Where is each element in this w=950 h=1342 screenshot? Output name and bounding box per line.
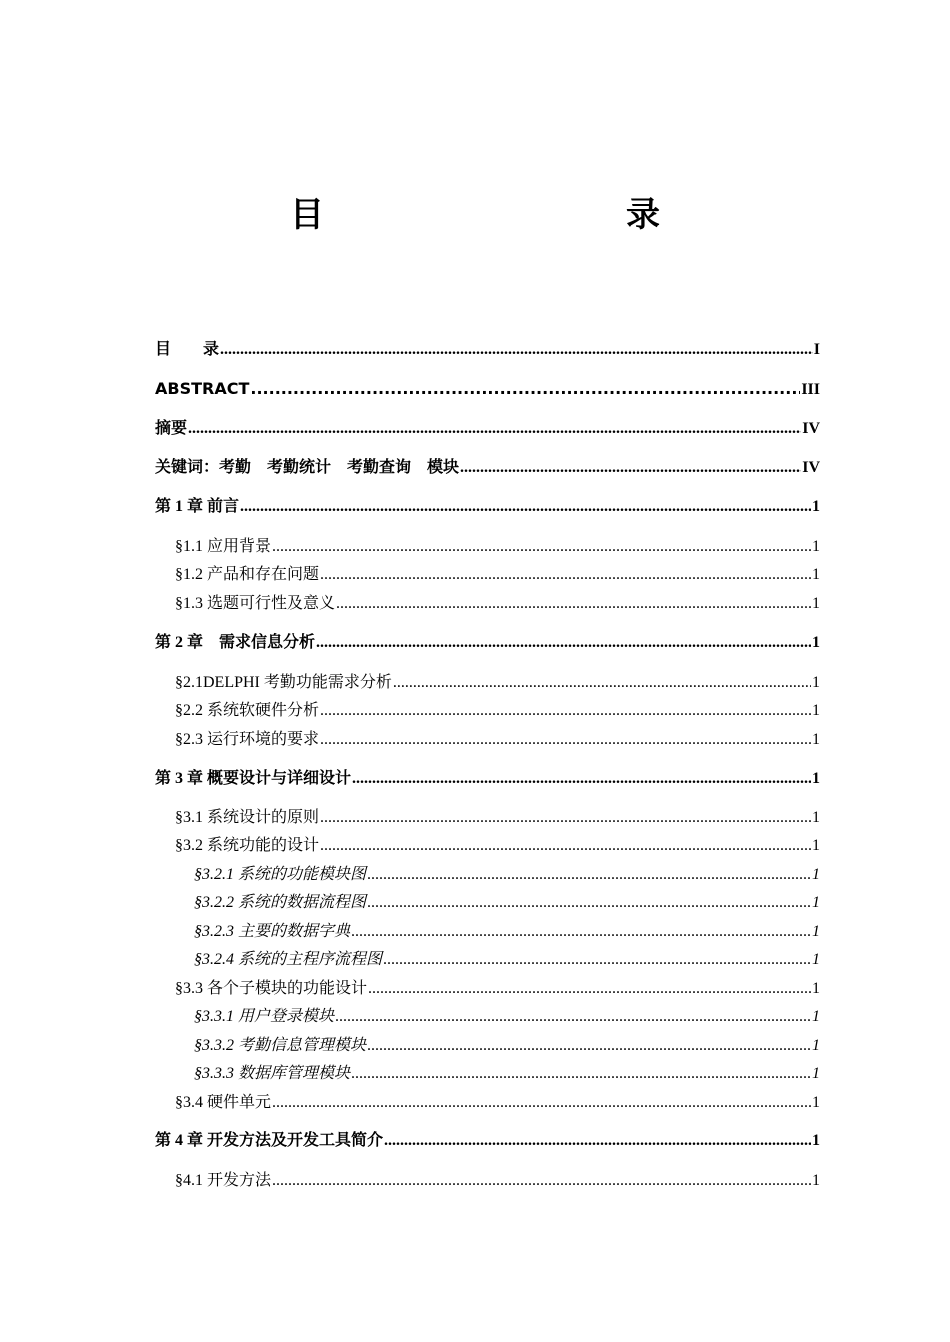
toc-entry[interactable]	[175, 729, 820, 751]
toc-page-number: 1	[812, 1008, 820, 1025]
toc-entry-title: 第 3 章 概要设计与详细设计	[155, 770, 352, 787]
toc-dot-leader	[320, 564, 811, 586]
toc-entry-title: §3.2.4 系统的主程序流程图	[194, 951, 383, 968]
toc-dot-leader	[320, 729, 811, 751]
toc-page-number: IV	[802, 420, 820, 437]
toc-dot-leader	[272, 1170, 811, 1192]
toc-entry[interactable]	[194, 1035, 820, 1057]
toc-entry[interactable]	[175, 536, 820, 558]
toc-dot-leader	[220, 339, 813, 361]
toc-entry-title: 第 1 章 前言	[155, 498, 240, 515]
toc-page-number: 1	[812, 595, 820, 612]
toc-entry[interactable]	[175, 700, 820, 722]
toc-page-number: 1	[812, 731, 820, 748]
toc-dot-leader	[367, 864, 811, 886]
toc-dot-leader	[351, 1063, 811, 1085]
toc-entry-title: ABSTRACT	[155, 379, 250, 398]
toc-entry-title: 摘要	[155, 420, 188, 437]
toc-dot-leader	[368, 978, 811, 1000]
toc-entry-title: §3.2.3 主要的数据字典	[194, 923, 351, 940]
toc-dot-leader	[336, 593, 811, 615]
toc-page-number: 1	[812, 894, 820, 911]
toc-dot-leader	[316, 632, 811, 654]
toc-page-number: 1	[812, 634, 820, 651]
toc-entry[interactable]	[175, 672, 820, 694]
toc-entry-title: 第 4 章 开发方法及开发工具简介	[155, 1132, 384, 1149]
toc-entry[interactable]	[175, 835, 820, 857]
toc-dot-leader	[352, 768, 811, 790]
toc-page-number: 1	[812, 1065, 820, 1082]
toc-dot-leader	[460, 457, 801, 479]
toc-entry[interactable]	[175, 978, 820, 1000]
toc-page-number: 1	[812, 837, 820, 854]
toc-page-number: 1	[812, 951, 820, 968]
toc-dot-leader	[250, 378, 800, 400]
toc-entry-title: §3.2 系统功能的设计	[175, 837, 320, 854]
toc-entry[interactable]	[155, 1130, 820, 1152]
toc-entry[interactable]	[175, 1092, 820, 1114]
toc-entry[interactable]	[155, 457, 820, 479]
toc-entry[interactable]	[155, 768, 820, 790]
toc-dot-leader	[272, 536, 811, 558]
toc-page-number: 1	[812, 538, 820, 555]
toc-entry[interactable]	[175, 1170, 820, 1192]
toc-entry[interactable]	[194, 1063, 820, 1085]
toc-entry-title: §1.1 应用背景	[175, 538, 272, 555]
toc-page-number: 1	[812, 1037, 820, 1054]
toc-dot-leader	[335, 1006, 811, 1028]
toc-entry[interactable]	[155, 378, 820, 400]
toc-page-number: 1	[812, 980, 820, 997]
toc-entry[interactable]	[194, 949, 820, 971]
toc-page-number: 1	[812, 770, 820, 787]
toc-page-number: 1	[812, 923, 820, 940]
toc-page-number: 1	[812, 566, 820, 583]
toc-dot-leader	[351, 921, 811, 943]
toc-dot-leader	[384, 1130, 811, 1152]
toc-dot-leader	[240, 496, 811, 518]
toc-entry[interactable]	[175, 564, 820, 586]
toc-entry[interactable]	[155, 632, 820, 654]
toc-page-number: 1	[812, 1172, 820, 1189]
toc-page-number: 1	[812, 809, 820, 826]
toc-entry-title: §3.3.3 数据库管理模块	[194, 1065, 351, 1082]
toc-entry-title: §4.1 开发方法	[175, 1172, 272, 1189]
toc-entry[interactable]	[155, 418, 820, 440]
toc-page-number: 1	[812, 1132, 820, 1149]
toc-dot-leader	[272, 1092, 811, 1114]
toc-entry-title: §1.2 产品和存在问题	[175, 566, 320, 583]
toc-page-number: III	[801, 381, 820, 398]
toc-dot-leader	[320, 807, 811, 829]
toc-dot-leader	[320, 700, 811, 722]
toc-entry[interactable]	[194, 892, 820, 914]
toc-dot-leader	[367, 1035, 811, 1057]
toc-dot-leader	[383, 949, 811, 971]
toc-entry-title: §2.3 运行环境的要求	[175, 731, 320, 748]
toc-entry[interactable]	[175, 593, 820, 615]
toc-entry[interactable]	[194, 864, 820, 886]
toc-entry[interactable]	[155, 496, 820, 518]
toc-dot-leader	[367, 892, 811, 914]
toc-entry-title: §2.1DELPHI 考勤功能需求分析	[175, 674, 392, 691]
toc-page-number: 1	[812, 866, 820, 883]
toc-entry-title: §3.4 硬件单元	[175, 1094, 272, 1111]
toc-entry-title: §3.1 系统设计的原则	[175, 809, 320, 826]
toc-entry-title: 目 录	[155, 341, 220, 358]
toc-entry-title: 关键词：考勤 考勤统计 考勤查询 模块	[155, 459, 460, 476]
toc-dot-leader	[320, 835, 811, 857]
toc-entry-title: 第 2 章 需求信息分析	[155, 634, 316, 651]
toc-entry-title: §3.2.2 系统的数据流程图	[194, 894, 367, 911]
toc-page-number: I	[813, 341, 820, 358]
toc-page-number: 1	[812, 1094, 820, 1111]
toc-page-number: IV	[802, 459, 820, 476]
toc-entry[interactable]	[155, 339, 820, 361]
toc-entry-title: §3.2.1 系统的功能模块图	[194, 866, 367, 883]
toc-entry-title: §3.3.2 考勤信息管理模块	[194, 1037, 367, 1054]
toc-entry-title: §1.3 选题可行性及意义	[175, 595, 336, 612]
toc-page-number: 1	[812, 674, 820, 691]
toc-entry[interactable]	[194, 921, 820, 943]
toc-entry[interactable]	[194, 1006, 820, 1028]
toc-dot-leader	[393, 672, 811, 694]
page-title: 目 录	[290, 195, 738, 235]
toc-entry-title: §2.2 系统软硬件分析	[175, 702, 320, 719]
toc-page-number: 1	[812, 498, 820, 515]
toc-entry[interactable]	[175, 807, 820, 829]
toc-dot-leader	[188, 418, 801, 440]
toc-entry-title: §3.3.1 用户登录模块	[194, 1008, 335, 1025]
toc-entry-title: §3.3 各个子模块的功能设计	[175, 980, 368, 997]
toc-page-number: 1	[812, 702, 820, 719]
